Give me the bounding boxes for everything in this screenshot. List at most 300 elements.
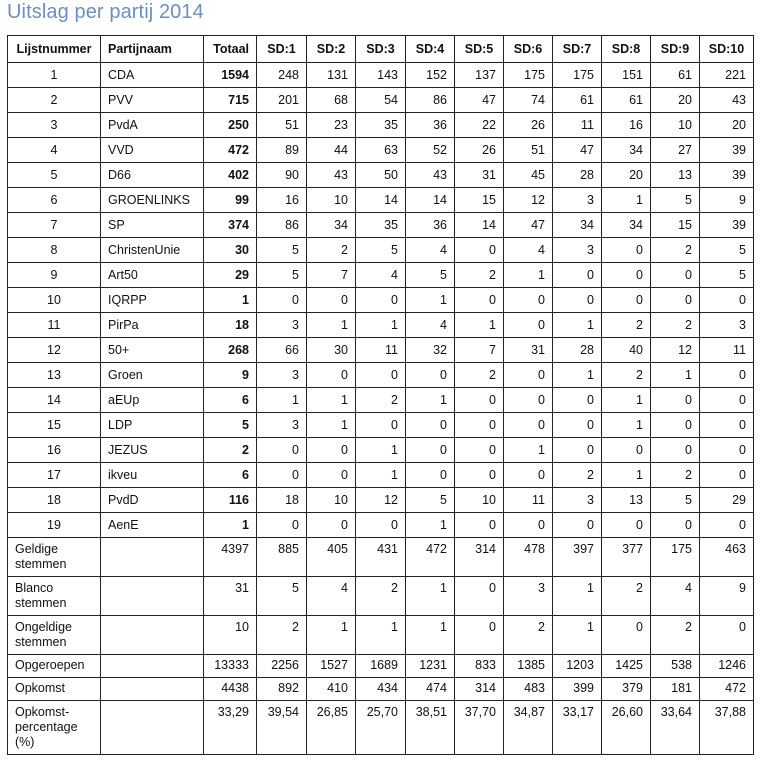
party-name: SP: [101, 213, 204, 238]
district-votes: 7: [455, 338, 504, 363]
district-votes: 52: [406, 138, 455, 163]
list-number: 19: [8, 513, 101, 538]
district-votes: 1: [553, 363, 602, 388]
district-votes: 36: [406, 113, 455, 138]
total-votes: 1594: [204, 63, 257, 88]
district-votes: 0: [651, 288, 700, 313]
total-votes: 5: [204, 413, 257, 438]
party-row: [8, 63, 754, 88]
district-votes: 0: [455, 513, 504, 538]
district-votes: 36: [406, 213, 455, 238]
district-votes: 0: [504, 513, 553, 538]
district-votes: 3: [700, 313, 754, 338]
summary-district-value: 472: [406, 538, 455, 577]
district-votes: 86: [406, 88, 455, 113]
district-votes: 63: [356, 138, 406, 163]
district-votes: 0: [406, 438, 455, 463]
header-row: [8, 36, 754, 63]
summary-district-value: 2: [356, 577, 406, 616]
district-votes: 0: [307, 513, 356, 538]
district-votes: 0: [553, 513, 602, 538]
district-votes: 22: [455, 113, 504, 138]
district-votes: 5: [257, 263, 307, 288]
district-votes: 0: [356, 513, 406, 538]
district-votes: 12: [356, 488, 406, 513]
district-votes: 0: [504, 413, 553, 438]
empty-cell: [101, 616, 204, 655]
district-votes: 3: [257, 363, 307, 388]
district-votes: 16: [602, 113, 651, 138]
list-number: 16: [8, 438, 101, 463]
column-header: SD:7: [553, 36, 602, 63]
district-votes: 1: [356, 313, 406, 338]
summary-district-value: 892: [257, 678, 307, 701]
district-votes: 0: [700, 363, 754, 388]
district-votes: 0: [504, 363, 553, 388]
summary-district-value: 463: [700, 538, 754, 577]
party-row: [8, 138, 754, 163]
district-votes: 26: [504, 113, 553, 138]
summary-district-value: 0: [455, 577, 504, 616]
district-votes: 4: [356, 263, 406, 288]
district-votes: 0: [553, 388, 602, 413]
column-header: SD:2: [307, 36, 356, 63]
summary-label: Opgeroepen: [8, 655, 101, 678]
total-votes: 116: [204, 488, 257, 513]
district-votes: 0: [455, 238, 504, 263]
district-votes: 74: [504, 88, 553, 113]
district-votes: 1: [307, 313, 356, 338]
district-votes: 0: [504, 313, 553, 338]
district-votes: 5: [651, 488, 700, 513]
summary-total: 13333: [204, 655, 257, 678]
district-votes: 47: [553, 138, 602, 163]
district-votes: 2: [651, 463, 700, 488]
district-votes: 20: [602, 163, 651, 188]
party-name: IQRPP: [101, 288, 204, 313]
summary-district-value: 483: [504, 678, 553, 701]
summary-district-value: 474: [406, 678, 455, 701]
summary-total: 10: [204, 616, 257, 655]
party-row: [8, 113, 754, 138]
district-votes: 12: [651, 338, 700, 363]
summary-district-value: 4: [307, 577, 356, 616]
district-votes: 66: [257, 338, 307, 363]
party-name: VVD: [101, 138, 204, 163]
list-number: 15: [8, 413, 101, 438]
district-votes: 1: [307, 413, 356, 438]
summary-district-value: 1246: [700, 655, 754, 678]
summary-district-value: 37,88: [700, 701, 754, 755]
list-number: 12: [8, 338, 101, 363]
summary-district-value: 0: [700, 616, 754, 655]
summary-district-value: 38,51: [406, 701, 455, 755]
district-votes: 2: [455, 263, 504, 288]
summary-district-value: 434: [356, 678, 406, 701]
summary-district-value: 1527: [307, 655, 356, 678]
summary-district-value: 410: [307, 678, 356, 701]
party-name: ChristenUnie: [101, 238, 204, 263]
list-number: 17: [8, 463, 101, 488]
district-votes: 2: [651, 238, 700, 263]
district-votes: 4: [406, 313, 455, 338]
district-votes: 0: [651, 413, 700, 438]
total-votes: 402: [204, 163, 257, 188]
summary-district-value: 478: [504, 538, 553, 577]
summary-district-value: 4: [651, 577, 700, 616]
district-votes: 5: [356, 238, 406, 263]
summary-total: 31: [204, 577, 257, 616]
district-votes: 18: [257, 488, 307, 513]
district-votes: 34: [553, 213, 602, 238]
district-votes: 61: [602, 88, 651, 113]
district-votes: 86: [257, 213, 307, 238]
summary-total: 4397: [204, 538, 257, 577]
party-row: [8, 313, 754, 338]
district-votes: 0: [553, 438, 602, 463]
column-header: SD:9: [651, 36, 700, 63]
district-votes: 68: [307, 88, 356, 113]
summary-district-value: 37,70: [455, 701, 504, 755]
total-votes: 1: [204, 513, 257, 538]
summary-label: Ongeldige stemmen: [8, 616, 101, 655]
district-votes: 0: [307, 288, 356, 313]
party-name: LDP: [101, 413, 204, 438]
district-votes: 5: [406, 263, 455, 288]
district-votes: 43: [700, 88, 754, 113]
district-votes: 0: [356, 363, 406, 388]
empty-cell: [101, 701, 204, 755]
district-votes: 50: [356, 163, 406, 188]
list-number: 11: [8, 313, 101, 338]
party-name: PVV: [101, 88, 204, 113]
summary-district-value: 2: [602, 577, 651, 616]
party-row: [8, 163, 754, 188]
district-votes: 201: [257, 88, 307, 113]
summary-label: Opkomst- percentage (%): [8, 701, 101, 755]
party-name: AenE: [101, 513, 204, 538]
list-number: 13: [8, 363, 101, 388]
district-votes: 47: [455, 88, 504, 113]
party-name: CDA: [101, 63, 204, 88]
district-votes: 0: [504, 388, 553, 413]
party-row: [8, 88, 754, 113]
district-votes: 45: [504, 163, 553, 188]
total-votes: 472: [204, 138, 257, 163]
summary-district-value: 0: [455, 616, 504, 655]
party-row: [8, 388, 754, 413]
district-votes: 51: [257, 113, 307, 138]
district-votes: 47: [504, 213, 553, 238]
district-votes: 14: [356, 188, 406, 213]
district-votes: 10: [651, 113, 700, 138]
party-row: [8, 188, 754, 213]
district-votes: 0: [602, 238, 651, 263]
district-votes: 152: [406, 63, 455, 88]
district-votes: 89: [257, 138, 307, 163]
district-votes: 0: [307, 463, 356, 488]
district-votes: 2: [602, 363, 651, 388]
party-row: [8, 363, 754, 388]
list-number: 8: [8, 238, 101, 263]
column-header: Totaal: [204, 36, 257, 63]
list-number: 3: [8, 113, 101, 138]
district-votes: 13: [651, 163, 700, 188]
total-votes: 99: [204, 188, 257, 213]
party-name: PvdD: [101, 488, 204, 513]
list-number: 4: [8, 138, 101, 163]
district-votes: 15: [455, 188, 504, 213]
district-votes: 0: [406, 363, 455, 388]
district-votes: 35: [356, 213, 406, 238]
district-votes: 44: [307, 138, 356, 163]
district-votes: 137: [455, 63, 504, 88]
district-votes: 4: [406, 238, 455, 263]
district-votes: 0: [406, 463, 455, 488]
summary-district-value: 39,54: [257, 701, 307, 755]
party-name: 50+: [101, 338, 204, 363]
list-number: 1: [8, 63, 101, 88]
district-votes: 3: [553, 488, 602, 513]
party-row: [8, 463, 754, 488]
total-votes: 1: [204, 288, 257, 313]
total-votes: 30: [204, 238, 257, 263]
district-votes: 221: [700, 63, 754, 88]
party-row: [8, 288, 754, 313]
summary-district-value: 2: [257, 616, 307, 655]
district-votes: 5: [700, 263, 754, 288]
district-votes: 0: [455, 438, 504, 463]
party-name: GROENLINKS: [101, 188, 204, 213]
district-votes: 0: [257, 288, 307, 313]
district-votes: 175: [504, 63, 553, 88]
district-votes: 0: [356, 288, 406, 313]
district-votes: 13: [602, 488, 651, 513]
district-votes: 2: [553, 463, 602, 488]
district-votes: 1: [651, 363, 700, 388]
district-votes: 0: [700, 463, 754, 488]
district-votes: 16: [257, 188, 307, 213]
summary-district-value: 1: [307, 616, 356, 655]
district-votes: 0: [602, 263, 651, 288]
summary-district-value: 1: [553, 616, 602, 655]
district-votes: 248: [257, 63, 307, 88]
column-header: Partijnaam: [101, 36, 204, 63]
district-votes: 0: [504, 463, 553, 488]
district-votes: 3: [553, 238, 602, 263]
summary-district-value: 175: [651, 538, 700, 577]
party-row: [8, 438, 754, 463]
district-votes: 31: [455, 163, 504, 188]
column-header: SD:3: [356, 36, 406, 63]
summary-district-value: 377: [602, 538, 651, 577]
district-votes: 0: [700, 288, 754, 313]
summary-district-value: 33,64: [651, 701, 700, 755]
table-body: [8, 63, 754, 755]
total-votes: 29: [204, 263, 257, 288]
district-votes: 151: [602, 63, 651, 88]
district-votes: 2: [602, 313, 651, 338]
summary-label: Blanco stemmen: [8, 577, 101, 616]
total-votes: 18: [204, 313, 257, 338]
district-votes: 0: [406, 413, 455, 438]
district-votes: 2: [307, 238, 356, 263]
district-votes: 0: [455, 463, 504, 488]
district-votes: 15: [651, 213, 700, 238]
district-votes: 54: [356, 88, 406, 113]
district-votes: 11: [356, 338, 406, 363]
summary-label: Geldige stemmen: [8, 538, 101, 577]
district-votes: 0: [602, 513, 651, 538]
summary-row: [8, 655, 754, 678]
summary-total: 4438: [204, 678, 257, 701]
total-votes: 374: [204, 213, 257, 238]
summary-district-value: 1425: [602, 655, 651, 678]
district-votes: 0: [455, 288, 504, 313]
district-votes: 0: [257, 463, 307, 488]
list-number: 2: [8, 88, 101, 113]
summary-district-value: 2: [504, 616, 553, 655]
list-number: 7: [8, 213, 101, 238]
total-votes: 715: [204, 88, 257, 113]
district-votes: 0: [553, 288, 602, 313]
summary-row: [8, 616, 754, 655]
party-name: PvdA: [101, 113, 204, 138]
district-votes: 0: [356, 413, 406, 438]
district-votes: 5: [700, 238, 754, 263]
summary-district-value: 33,17: [553, 701, 602, 755]
summary-district-value: 26,60: [602, 701, 651, 755]
district-votes: 175: [553, 63, 602, 88]
summary-row: [8, 538, 754, 577]
district-votes: 61: [651, 63, 700, 88]
district-votes: 0: [651, 388, 700, 413]
total-votes: 6: [204, 463, 257, 488]
summary-district-value: 538: [651, 655, 700, 678]
district-votes: 2: [356, 388, 406, 413]
district-votes: 11: [553, 113, 602, 138]
list-number: 9: [8, 263, 101, 288]
results-table: [7, 35, 754, 755]
district-votes: 10: [455, 488, 504, 513]
list-number: 18: [8, 488, 101, 513]
summary-district-value: 25,70: [356, 701, 406, 755]
summary-district-value: 314: [455, 538, 504, 577]
summary-district-value: 0: [602, 616, 651, 655]
total-votes: 2: [204, 438, 257, 463]
district-votes: 5: [651, 188, 700, 213]
district-votes: 143: [356, 63, 406, 88]
list-number: 14: [8, 388, 101, 413]
summary-district-value: 405: [307, 538, 356, 577]
column-header: SD:4: [406, 36, 455, 63]
district-votes: 0: [651, 263, 700, 288]
party-row: [8, 238, 754, 263]
page-title: Uitslag per partij 2014: [7, 1, 204, 23]
empty-cell: [101, 678, 204, 701]
district-votes: 0: [602, 438, 651, 463]
district-votes: 0: [553, 263, 602, 288]
summary-district-value: 1203: [553, 655, 602, 678]
summary-district-value: 1: [406, 577, 455, 616]
party-name: Groen: [101, 363, 204, 388]
district-votes: 39: [700, 138, 754, 163]
list-number: 5: [8, 163, 101, 188]
district-votes: 7: [307, 263, 356, 288]
district-votes: 26: [455, 138, 504, 163]
summary-district-value: 885: [257, 538, 307, 577]
district-votes: 9: [700, 188, 754, 213]
district-votes: 0: [257, 438, 307, 463]
district-votes: 43: [307, 163, 356, 188]
district-votes: 0: [307, 438, 356, 463]
district-votes: 0: [553, 413, 602, 438]
party-row: [8, 513, 754, 538]
district-votes: 1: [307, 388, 356, 413]
district-votes: 0: [257, 513, 307, 538]
district-votes: 20: [700, 113, 754, 138]
summary-label: Opkomst: [8, 678, 101, 701]
summary-row: [8, 577, 754, 616]
district-votes: 1: [602, 188, 651, 213]
district-votes: 10: [307, 188, 356, 213]
district-votes: 39: [700, 213, 754, 238]
district-votes: 51: [504, 138, 553, 163]
district-votes: 5: [406, 488, 455, 513]
list-number: 10: [8, 288, 101, 313]
district-votes: 3: [257, 313, 307, 338]
district-votes: 61: [553, 88, 602, 113]
district-votes: 0: [700, 513, 754, 538]
summary-district-value: 314: [455, 678, 504, 701]
summary-district-value: 1689: [356, 655, 406, 678]
summary-district-value: 9: [700, 577, 754, 616]
district-votes: 14: [406, 188, 455, 213]
district-votes: 35: [356, 113, 406, 138]
summary-district-value: 1385: [504, 655, 553, 678]
district-votes: 28: [553, 163, 602, 188]
summary-total: 33,29: [204, 701, 257, 755]
district-votes: 1: [406, 513, 455, 538]
district-votes: 131: [307, 63, 356, 88]
district-votes: 40: [602, 338, 651, 363]
total-votes: 6: [204, 388, 257, 413]
summary-district-value: 181: [651, 678, 700, 701]
district-votes: 34: [602, 138, 651, 163]
district-votes: 1: [356, 463, 406, 488]
summary-district-value: 431: [356, 538, 406, 577]
column-header: SD:5: [455, 36, 504, 63]
district-votes: 20: [651, 88, 700, 113]
party-name: ikveu: [101, 463, 204, 488]
district-votes: 1: [356, 438, 406, 463]
district-votes: 39: [700, 163, 754, 188]
total-votes: 250: [204, 113, 257, 138]
party-row: [8, 488, 754, 513]
district-votes: 3: [553, 188, 602, 213]
summary-district-value: 1: [356, 616, 406, 655]
column-header: Lijstnummer: [8, 36, 101, 63]
district-votes: 11: [504, 488, 553, 513]
empty-cell: [101, 655, 204, 678]
total-votes: 268: [204, 338, 257, 363]
district-votes: 23: [307, 113, 356, 138]
summary-district-value: 1231: [406, 655, 455, 678]
district-votes: 1: [602, 413, 651, 438]
party-row: [8, 338, 754, 363]
district-votes: 34: [602, 213, 651, 238]
column-header: SD:10: [700, 36, 754, 63]
